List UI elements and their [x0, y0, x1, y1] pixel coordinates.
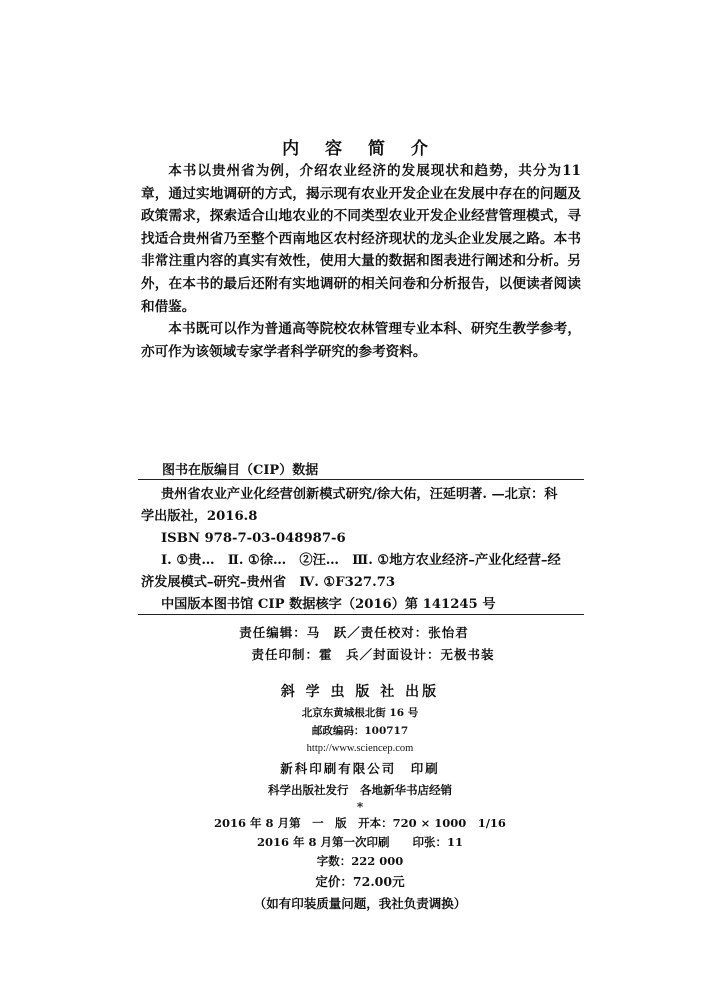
cip-block — [141, 484, 581, 616]
cip-top-rule — [138, 479, 584, 480]
edition-line: 2016 年 8 月第 一 版 开本：720 × 1000 1/16 — [214, 816, 506, 830]
wordcount-line: 字数：222 000 — [316, 854, 404, 868]
cip-header: 图书在版编目（CIP）数据 — [162, 463, 319, 478]
cip-line-4: Ⅰ. ①贵… Ⅱ. ①徐… ②汪… Ⅲ. ①地方农业经济–产业化经营–经 — [161, 553, 561, 568]
publisher-website: http://www.sciencep.com — [306, 743, 414, 754]
editors-line-2: 责任印制：霍 兵／封面设计：无极书装 — [251, 647, 495, 662]
summary-title: 内 容 简 介 — [282, 139, 438, 159]
cip-line-2: 学出版社，2016.8 — [141, 509, 258, 524]
quality-note: （如有印装质量问题，我社负责调换） — [253, 896, 467, 911]
summary-paragraph-2: 本书既可以作为普通高等院校农林管理专业本科、研究生教学参考，亦可作为该领域专家学者科学研究的参考资料。 — [141, 321, 581, 360]
summary-paragraph-1: 本书以贵州省为例，介绍农业经济的发展现状和趋势，共分为11章，通过实地调研的方式，揭示现有农业开发企业在发展中存在的问题及政策需求，探索适合山地农业的不同类型农业开发企业经营管理模式，寻找适合贵州省乃至整个西南地区农村经济现状的龙头企业发展之路。本书非常注重内容的真实有效性，使用大量的数据和图表进行阐述和分析。另外，在本书的最后还附有实地调研的相关问卷和分析报告，以便读者阅读和借鉴。 — [141, 163, 581, 315]
cip-line-1: 贵州省农业产业化经营创新模式研究/徐大佑，汪延明著. —北京：科 — [161, 487, 558, 502]
cip-isbn: ISBN 978-7-03-048987-6 — [161, 531, 346, 546]
separator-star: * — [356, 800, 364, 814]
publication-block — [0, 680, 720, 915]
editors-block — [0, 622, 720, 666]
publisher-name: 斜 学 虫 版 社 出版 — [280, 684, 440, 700]
cip-bottom-rule — [138, 614, 584, 615]
printing-line: 2016 年 8 月第一次印刷 印张：11 — [256, 835, 464, 849]
editors-line-1: 责任编辑：马 跃／责任校对：张怡君 — [239, 625, 469, 640]
cip-line-5: 济发展模式–研究–贵州省 Ⅳ. ①F327.73 — [141, 575, 396, 590]
publisher-address: 北京东黄城根北街 16 号 — [301, 707, 419, 719]
summary-body — [141, 160, 581, 363]
cip-line-6: 中国版本图书馆 CIP 数据核字（2016）第 141245 号 — [161, 597, 496, 612]
printer-name: 新科印刷有限公司 印刷 — [280, 761, 440, 776]
publisher-postcode: 邮政编码：100717 — [311, 725, 409, 737]
distribution-line: 科学出版社发行 各地新华书店经销 — [268, 783, 452, 797]
price-line: 定价：72.00元 — [315, 874, 405, 889]
